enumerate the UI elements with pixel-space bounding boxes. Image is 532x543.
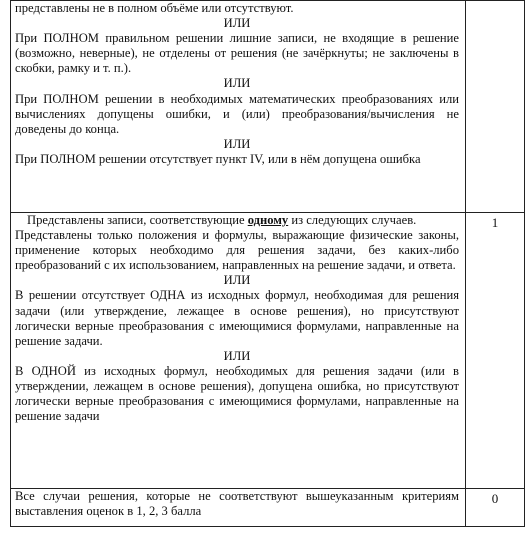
criteria-paragraph: В ОДНОЙ из исходных формул, необходимых для решения задачи (или в утверждении, лежащем в основе решения), допущена ошибка, но присутствуют логически верные преобразования с имеющимися формулами, направленные на решение задачи [15,363,459,424]
criteria-row-score-0 [11,489,525,527]
or-separator: ИЛИ [223,76,251,91]
criteria-row-continuation [11,1,525,213]
score-cell: 1 [466,213,525,489]
criteria-text-cell [11,489,466,527]
or-separator: ИЛИ [223,136,251,151]
or-separator: ИЛИ [223,273,251,288]
criteria-paragraph: представлены не в полном объёме или отсутствуют. [15,1,294,15]
criteria-table [10,0,525,527]
criteria-paragraph: При ПОЛНОМ решении в необходимых математических преобразованиях или вычислениях допущены ошибки, и (или) преобразования/вычисления не доведены до конца. [15,91,459,136]
criteria-text-cell [11,213,466,489]
score-cell: 0 [466,489,525,527]
score-cell [466,1,525,213]
intro-text-end: из следующих случаев. [288,213,417,227]
criteria-paragraph: В решении отсутствует ОДНА из исходных формул, необходимая для решения задачи (или утверждение, лежащее в основе решения), но присутствуют логически верные преобразования с имеющимися формулами, направленные на решение задачи. [15,288,459,348]
criteria-paragraph: Представлены только положения и формулы, выражающие физические законы, применение которых необходимо для решения задачи, без каких-либо преобразований с их использованием, направленных на решение задачи, и ответа. [15,228,459,273]
or-separator: ИЛИ [223,16,251,31]
intro-text-start: Представлены записи, соответствующие [27,213,248,227]
criteria-paragraph: При ПОЛНОМ решении отсутствует пункт IV, или в нём допущена ошибка [15,151,421,166]
criteria-row-score-1 [11,213,525,489]
criteria-paragraph: Все случаи решения, которые не соответствуют вышеуказанным критериям выставления оценок в 1, 2, 3 балла [15,489,459,519]
criteria-intro [15,213,459,228]
criteria-text-cell [11,1,466,213]
or-separator: ИЛИ [223,348,251,363]
criteria-paragraph: При ПОЛНОМ правильном решении лишние записи, не входящие в решение (возможно, неверные), не отделены от решения (не зачёркнуты; не заключены в скобки, рамку и т. п.). [15,31,459,76]
intro-emphasis: одному [247,213,289,227]
